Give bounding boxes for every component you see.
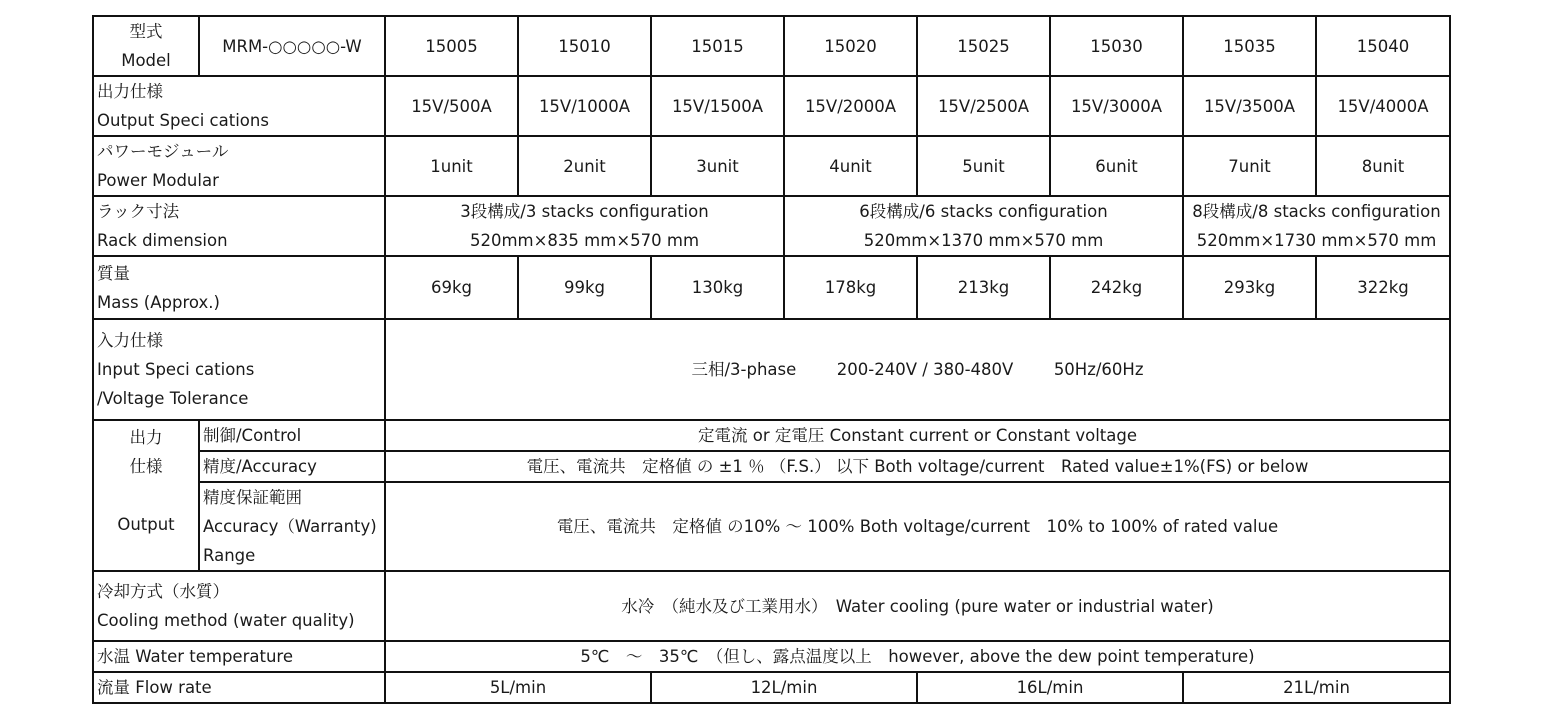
- power-module-value: 1unit: [385, 136, 518, 196]
- power-module-label: パワーモジュール Power Modular: [93, 136, 385, 196]
- range-value: 電圧、電流共 定格値 の10% ～ 100% Both voltage/current 10% to 100% of rated value: [385, 482, 1450, 571]
- water-temp-row: [93, 641, 1450, 672]
- output-spec-value: 15V/2500A: [917, 76, 1050, 136]
- control-label: 制御/Control: [199, 420, 385, 451]
- range-label: 精度保証範囲 Accuracy（Warranty) Range: [199, 482, 385, 571]
- rack-group: 6段構成/6 stacks configuration 520mm×1370 mm×570 mm: [784, 196, 1183, 256]
- model-value: 15020: [784, 16, 917, 76]
- flow-rate-value: 12L/min: [651, 672, 917, 703]
- rack-group: 8段構成/8 stacks configuration 520mm×1730 mm×570 mm: [1183, 196, 1450, 256]
- power-module-value: 7unit: [1183, 136, 1316, 196]
- output-spec-value: 15V/3500A: [1183, 76, 1316, 136]
- input-phase: 三相/3-phase: [691, 360, 797, 379]
- model-value: 15030: [1050, 16, 1183, 76]
- rack-label: ラック寸法 Rack dimension: [93, 196, 385, 256]
- output-spec-value: 15V/1000A: [518, 76, 651, 136]
- mass-value: 242kg: [1050, 256, 1183, 319]
- accuracy-label: 精度/Accuracy: [199, 451, 385, 482]
- model-value: 15015: [651, 16, 784, 76]
- mass-value: 69kg: [385, 256, 518, 319]
- flow-rate-row: [93, 672, 1450, 703]
- output-range-row: [93, 482, 1450, 571]
- model-value: 15010: [518, 16, 651, 76]
- flow-rate-label: 流量 Flow rate: [93, 672, 385, 703]
- model-row: [93, 16, 1450, 76]
- rack-row: [93, 196, 1450, 256]
- power-module-value: 6unit: [1050, 136, 1183, 196]
- input-spec-row: [93, 319, 1450, 420]
- output-spec-value: 15V/500A: [385, 76, 518, 136]
- power-module-value: 2unit: [518, 136, 651, 196]
- output-group-label: 出力 仕様 Output: [93, 420, 199, 571]
- cooling-value: 水冷 （純水及び工業用水） Water cooling (pure water or industrial water): [385, 571, 1450, 641]
- model-value: 15025: [917, 16, 1050, 76]
- model-value: 15040: [1316, 16, 1450, 76]
- water-temp-value: 5℃ ～ 35℃ （但し、露点温度以上 however, above the dew point temperature): [385, 641, 1450, 672]
- model-value: 15005: [385, 16, 518, 76]
- accuracy-value: 電圧、電流共 定格値 の ±1 ％ （F.S.） 以下 Both voltage/current Rated value±1%(FS) or below: [385, 451, 1450, 482]
- flow-rate-value: 5L/min: [385, 672, 651, 703]
- output-spec-row: [93, 76, 1450, 136]
- cooling-label: 冷却方式（水質） Cooling method (water quality): [93, 571, 385, 641]
- mass-value: 178kg: [784, 256, 917, 319]
- mass-row: [93, 256, 1450, 319]
- mass-value: 293kg: [1183, 256, 1316, 319]
- mass-value: 99kg: [518, 256, 651, 319]
- power-module-value: 3unit: [651, 136, 784, 196]
- power-module-value: 5unit: [917, 136, 1050, 196]
- flow-rate-value: 16L/min: [917, 672, 1183, 703]
- output-control-row: [93, 420, 1450, 451]
- water-temp-label: 水温 Water temperature: [93, 641, 385, 672]
- spec-table: [92, 15, 1451, 704]
- model-value: 15035: [1183, 16, 1316, 76]
- output-spec-label: 出力仕様 Output Speci cations: [93, 76, 385, 136]
- power-module-value: 4unit: [784, 136, 917, 196]
- mass-value: 130kg: [651, 256, 784, 319]
- rack-group: 3段構成/3 stacks configuration 520mm×835 mm×570 mm: [385, 196, 784, 256]
- output-spec-value: 15V/1500A: [651, 76, 784, 136]
- mass-label: 質量 Mass (Approx.): [93, 256, 385, 319]
- power-module-row: [93, 136, 1450, 196]
- power-module-value: 8unit: [1316, 136, 1450, 196]
- input-frequency: 50Hz/60Hz: [1053, 360, 1144, 379]
- output-spec-value: 15V/2000A: [784, 76, 917, 136]
- input-voltage: 200-240V / 380-480V: [836, 360, 1014, 379]
- model-label: 型式 Model: [93, 16, 199, 76]
- flow-rate-value: 21L/min: [1183, 672, 1450, 703]
- cooling-row: [93, 571, 1450, 641]
- control-value: 定電流 or 定電圧 Constant current or Constant voltage: [385, 420, 1450, 451]
- model-series: MRM-○○○○○-W: [199, 16, 385, 76]
- mass-value: 213kg: [917, 256, 1050, 319]
- output-accuracy-row: [93, 451, 1450, 482]
- output-spec-value: 15V/4000A: [1316, 76, 1450, 136]
- mass-value: 322kg: [1316, 256, 1450, 319]
- input-spec-label: 入力仕様 Input Speci cations /Voltage Tolerance: [93, 319, 385, 420]
- output-spec-value: 15V/3000A: [1050, 76, 1183, 136]
- input-spec-value: [385, 319, 1450, 420]
